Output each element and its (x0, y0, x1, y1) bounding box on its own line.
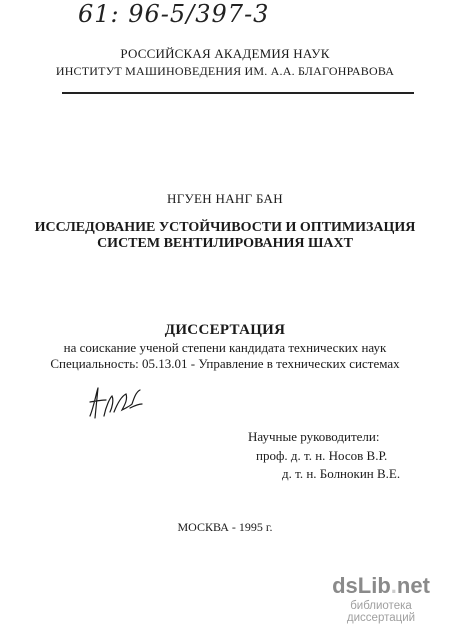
author-name: НГУЕН НАНГ БАН (167, 191, 283, 206)
header-divider (62, 92, 414, 94)
degree-line: на соискание ученой степени кандидата технических наук (63, 340, 387, 355)
title-line-2: СИСТЕМ ВЕНТИЛИРОВАНИЯ ШАХТ (97, 236, 353, 251)
watermark-subtitle: библиотека диссертаций (346, 600, 416, 624)
organization-line-2: ИНСТИТУТ МАШИНОВЕДЕНИЯ ИМ. А.А. БЛАГОНРАВОВА (55, 64, 395, 78)
organization-line-1: РОССИЙСКАЯ АКАДЕМИЯ НАУК (120, 46, 330, 61)
dslib-watermark (316, 574, 446, 624)
advisor-1: проф. д. т. н. Носов В.Р. (256, 448, 388, 463)
advisors-label: Научные руководители: (248, 429, 380, 444)
signature-image (86, 382, 150, 427)
document-type: ДИССЕРТАЦИЯ (164, 322, 286, 338)
advisor-2: д. т. н. Болнокин В.Е. (282, 466, 401, 481)
specialty-line: Специальность: 05.13.01 - Управление в технических системах (50, 356, 400, 371)
watermark-logo: dsLib.net (332, 573, 430, 598)
archive-code-handwritten: 61: 96-5/397-3 (78, 0, 270, 28)
city-year: МОСКВА - 1995 г. (177, 520, 273, 534)
title-line-1: ИССЛЕДОВАНИЕ УСТОЙЧИВОСТИ И ОПТИМИЗАЦИЯ (34, 220, 416, 235)
signature-icon (86, 382, 150, 422)
